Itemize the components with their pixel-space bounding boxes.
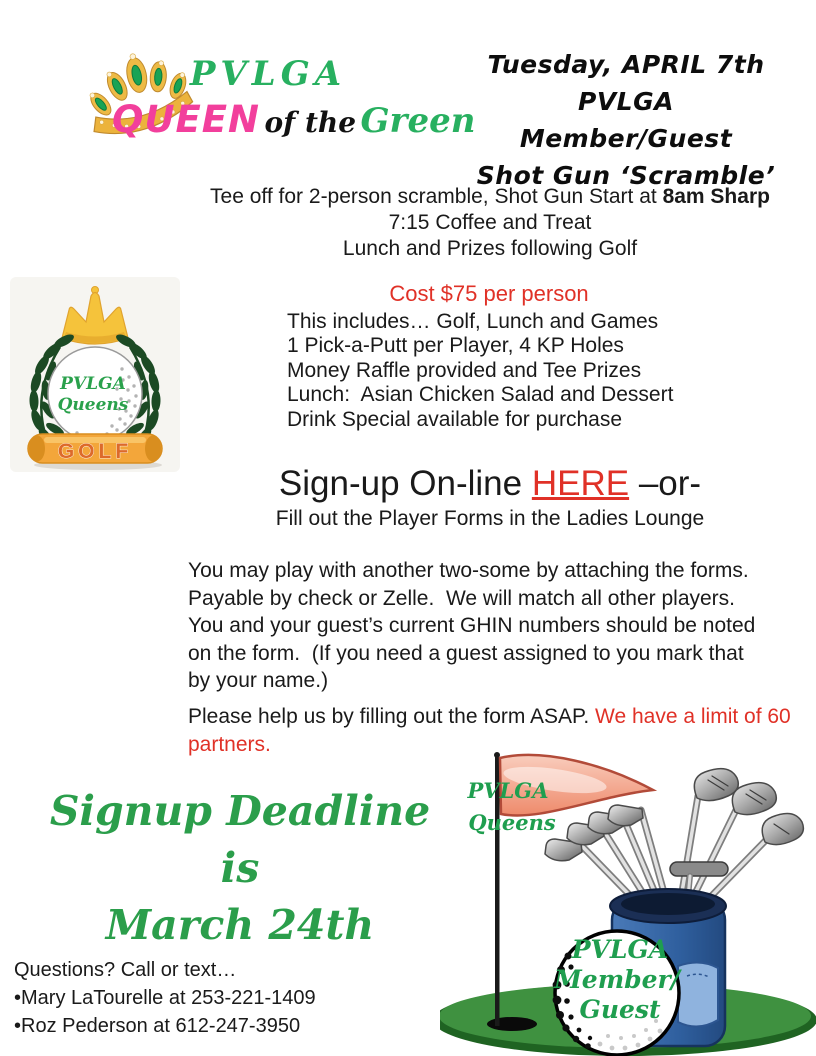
deadline-block (30, 783, 450, 954)
signup-block (110, 464, 816, 531)
rules-line: You and your guest’s current GHIN numbers should be noted (188, 614, 756, 637)
rules-line: on the form. (If you need a guest assigned to you mark that (188, 641, 744, 665)
rules-paragraph (188, 557, 816, 695)
logo-text-line2: Queens (57, 395, 129, 415)
cost-title: Cost $75 per person (389, 281, 589, 306)
intro-line3: Lunch and Prizes following Golf (342, 237, 638, 260)
pvlga-queens-golf-logo (10, 277, 180, 472)
flag-text-line1: PVLGA (467, 778, 549, 803)
event-date: Tuesday, APRIL 7th (487, 50, 765, 79)
signup-here-link[interactable]: HERE (531, 464, 630, 503)
rules-line: You may play with another two-some by attaching the forms. (188, 559, 749, 582)
event-title (468, 46, 784, 194)
intro-block (150, 184, 816, 262)
cost-line: 1 Pick-a-Putt per Player, 4 KP Holes (287, 334, 624, 357)
cost-line: This includes… Golf, Lunch and Games (287, 309, 659, 333)
rules-line: Payable by check or Zelle. We will match all other players. (188, 586, 736, 610)
brand-name: PVLGA (189, 54, 347, 94)
intro-line2: 7:15 Coffee and Treat (388, 211, 592, 234)
start-time: 8am Sharp (662, 185, 770, 208)
contact-item: •Roz Pederson at 612-247-3950 (14, 1015, 301, 1037)
contact-block (14, 956, 316, 1040)
brand-queen-word: QUEEN (112, 98, 261, 141)
golf-banner (28, 434, 162, 463)
cost-line: Drink Special available for purchase (287, 407, 623, 431)
contact-item: •Mary LaTourelle at 253-221-1409 (14, 987, 316, 1009)
ball-text-line1: PVLGA (571, 935, 669, 964)
event-format: Shot Gun ‘Scramble’ (476, 161, 776, 190)
cost-block (287, 282, 691, 432)
rules-line: by your name.) (188, 669, 329, 692)
ball-text-line2: Member/ (554, 965, 680, 994)
scene-golf-ball (553, 931, 683, 1055)
logo-golf-ball (48, 347, 142, 441)
golf-bag-rim (610, 889, 726, 923)
intro-line1: Tee off for 2-person scramble, Shot Gun Start at 8am Sharp (210, 185, 770, 208)
contact-heading: Questions? Call or text… (14, 959, 237, 981)
deadline-line2: March 24th (105, 901, 375, 949)
cost-line: Money Raffle provided and Tee Prizes (287, 358, 642, 382)
brand-ofthe-word: of the (264, 106, 357, 139)
flag-text-line2: Queens (468, 810, 556, 835)
ball-text-line3: Guest (579, 995, 661, 1024)
golf-hole (487, 1017, 537, 1031)
deadline-line1: Signup Deadline is (49, 787, 431, 892)
brand-tagline (112, 98, 476, 141)
event-name: PVLGA Member/Guest (519, 87, 733, 153)
cost-line: Lunch: Asian Chicken Salad and Dessert (287, 383, 674, 406)
golf-banner-text: GOLF (57, 440, 133, 463)
asap-paragraph: Please help us by filling out the form ASAP. We have a limit of 60 partners. (188, 705, 797, 756)
golf-scene-illustration (440, 748, 816, 1056)
brand-green-word: Green (360, 101, 476, 141)
putter-head (670, 862, 728, 876)
signup-subline: Fill out the Player Forms in the Ladies Lounge (275, 507, 705, 530)
limit-notice: We have a limit of 60 partners. (188, 705, 797, 756)
logo-text-line1: PVLGA (60, 374, 126, 394)
signup-headline: Sign-up On-line HERE –or- (278, 464, 702, 503)
